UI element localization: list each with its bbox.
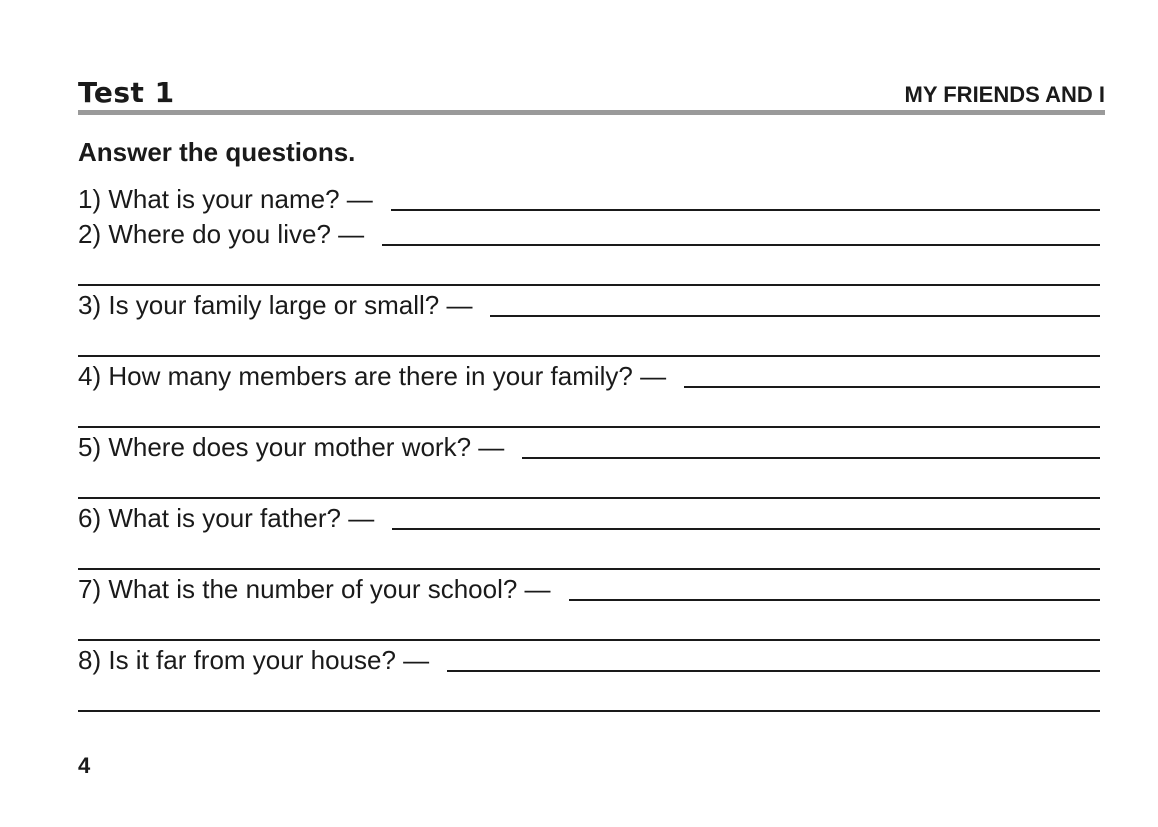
question-text: 2) Where do you live? — (78, 219, 365, 249)
question-item (78, 499, 1100, 534)
answer-blank[interactable] (522, 457, 1100, 459)
answer-blank[interactable] (447, 670, 1100, 672)
question-text: 5) Where does your mother work? — (78, 432, 505, 462)
question-item (78, 428, 1100, 463)
answer-line[interactable] (78, 321, 1100, 357)
question-item (78, 286, 1100, 321)
answer-line[interactable] (78, 534, 1100, 570)
question-item (78, 215, 1100, 250)
answer-blank[interactable] (392, 528, 1100, 530)
answer-line[interactable] (78, 392, 1100, 428)
test-title: Test 1 (78, 76, 175, 109)
question-text: 6) What is your father? — (78, 503, 375, 533)
answer-blank[interactable] (490, 315, 1100, 317)
answer-line[interactable] (78, 250, 1100, 286)
page-number: 4 (78, 753, 91, 778)
question-text: 4) How many members are there in your family? — (78, 361, 667, 391)
question-text: 7) What is the number of your school? — (78, 574, 551, 604)
question-list (78, 180, 1100, 712)
question-text: 8) Is it far from your house? — (78, 645, 430, 675)
answer-line[interactable] (78, 463, 1100, 499)
worksheet-page (78, 0, 1105, 827)
answer-line[interactable] (78, 605, 1100, 641)
question-text: 1) What is your name? — (78, 184, 373, 214)
answer-blank[interactable] (382, 244, 1100, 246)
question-item (78, 570, 1100, 605)
answer-blank[interactable] (684, 386, 1100, 388)
question-item (78, 641, 1100, 676)
header-divider (78, 110, 1105, 115)
answer-blank[interactable] (391, 209, 1100, 211)
answer-line[interactable] (78, 676, 1100, 712)
page-header (78, 76, 1105, 116)
question-text: 3) Is your family large or small? — (78, 290, 473, 320)
instruction-heading: Answer the questions. (78, 137, 356, 167)
unit-title: MY FRIENDS AND I (904, 82, 1105, 107)
question-item (78, 180, 1100, 215)
question-item (78, 357, 1100, 392)
answer-blank[interactable] (569, 599, 1100, 601)
